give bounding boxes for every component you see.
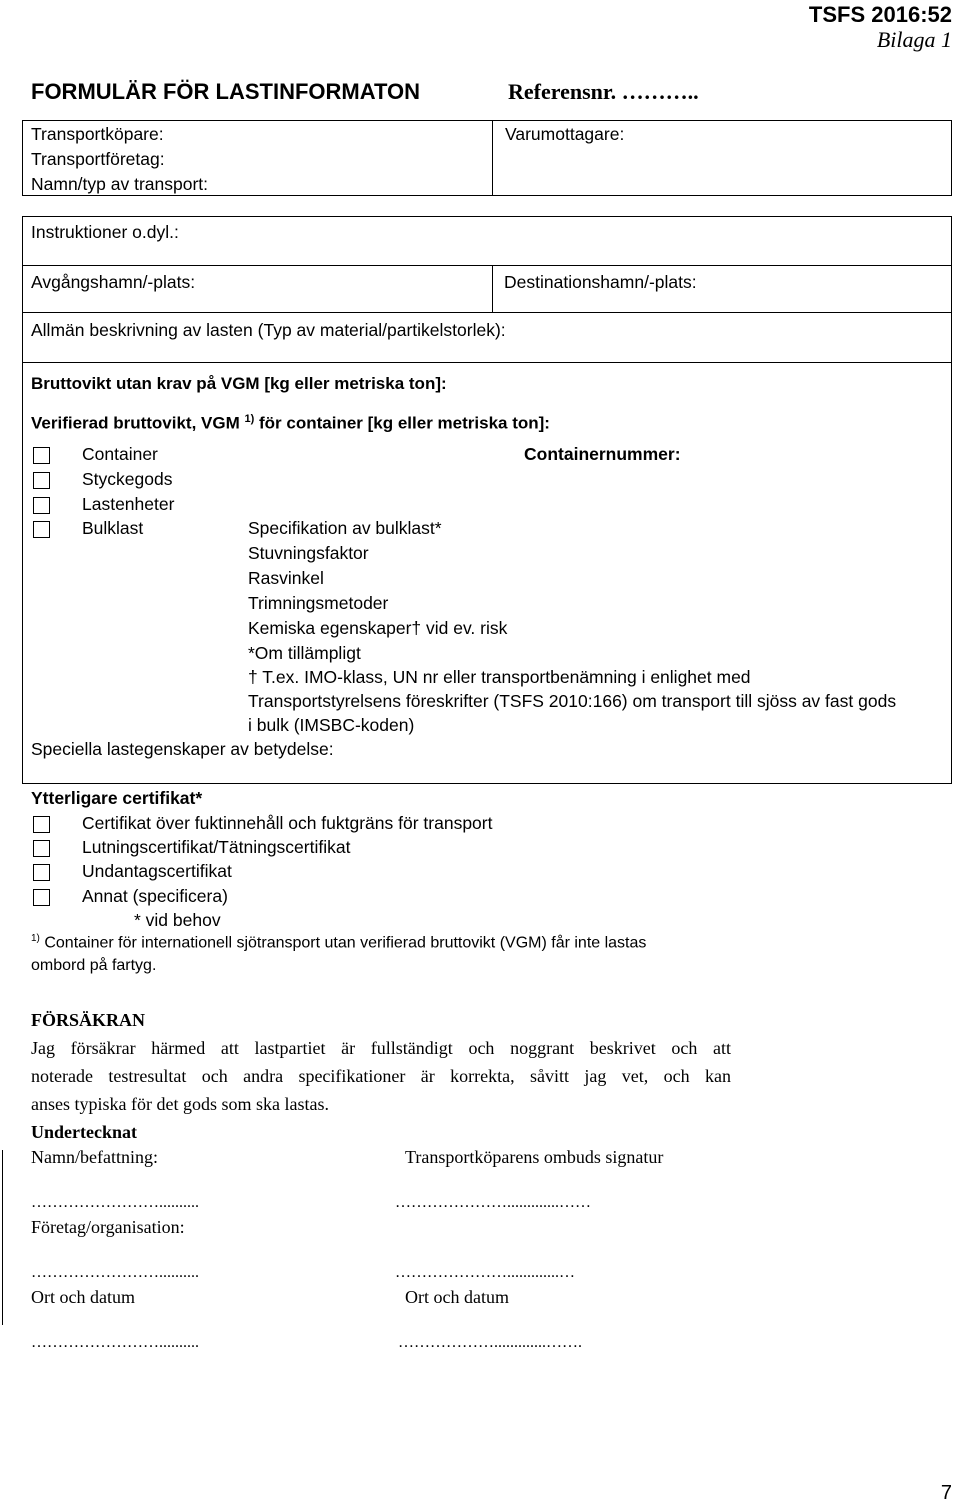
vgm-label: Verifierad bruttovikt, VGM $^{1)}$ för container [kg eller metriska ton]: bbox=[31, 413, 550, 433]
bulk-spec-footnote: † T.ex. IMO-klass, UN nr eller transportbenämning i enlighet med bbox=[248, 667, 751, 687]
declaration-text: anses typiska för det gods som ska lastas. bbox=[31, 1094, 329, 1114]
divider bbox=[22, 312, 952, 313]
destination-label: Destinationshamn/-plats: bbox=[504, 272, 697, 292]
signature-field[interactable]: ………………….............…… bbox=[395, 1194, 591, 1211]
place-date-label: Ort och datum bbox=[31, 1287, 135, 1307]
declaration-text: noterade testresultat och andra specifikationer är korrekta, såvitt jag vet, och kan bbox=[31, 1066, 731, 1086]
bulk-spec-item: Trimningsmetoder bbox=[248, 593, 389, 613]
as-needed-note: * vid behov bbox=[134, 910, 221, 930]
signed-label: Undertecknat bbox=[31, 1122, 137, 1142]
bulk-spec-note: *Om tillämpligt bbox=[248, 643, 361, 663]
special-properties-label: Speciella lastegenskaper av betydelse: bbox=[31, 739, 334, 759]
certificates-heading: Ytterligare certifikat* bbox=[31, 788, 203, 808]
divider bbox=[492, 120, 493, 196]
carrier-label: Transportföretag: bbox=[31, 149, 165, 169]
consignee-label: Varumottagare: bbox=[505, 124, 625, 144]
margin-line bbox=[2, 1150, 3, 1325]
declaration-text: Jag försäkrar härmed att lastpartiet är fullständigt och noggrant beskrivet och att bbox=[31, 1038, 731, 1058]
name-title-label: Namn/befattning: bbox=[31, 1147, 158, 1167]
declaration-heading: FÖRSÄKRAN bbox=[31, 1010, 146, 1030]
place-date-field-right[interactable]: ……………….............……. bbox=[398, 1334, 582, 1351]
transport-label: Namn/typ av transport: bbox=[31, 174, 209, 194]
place-date-field[interactable]: …………………….......... bbox=[31, 1334, 199, 1351]
bulk-spec-item: Kemiska egenskaper† vid ev. risk bbox=[248, 618, 508, 638]
container-checkbox[interactable] bbox=[33, 447, 50, 464]
bulk-spec-heading: Specifikation av bulklast* bbox=[248, 518, 442, 538]
cargo-type-label: Container bbox=[82, 444, 158, 464]
departure-label: Avgångshamn/-plats: bbox=[31, 272, 196, 292]
certificate-label: Annat (specificera) bbox=[82, 886, 228, 906]
appendix-label: Bilaga 1 bbox=[876, 27, 952, 52]
footnote-continued: ombord på fartyg. bbox=[31, 957, 157, 974]
gross-weight-label: Bruttovikt utan krav på VGM [kg eller metriska ton]: bbox=[31, 374, 447, 393]
exemption-certificate-checkbox[interactable] bbox=[33, 864, 50, 881]
certificate-label: Lutningscertifikat/Tätningscertifikat bbox=[82, 837, 351, 857]
shipper-label: Transportköpare: bbox=[31, 124, 164, 144]
general-cargo-checkbox[interactable] bbox=[33, 472, 50, 489]
regulation-code: TSFS 2016:52 bbox=[808, 2, 952, 27]
divider bbox=[22, 265, 952, 266]
cargo-type-label: Bulklast bbox=[82, 518, 144, 538]
bulk-cargo-checkbox[interactable] bbox=[33, 521, 50, 538]
other-certificate-checkbox[interactable] bbox=[33, 889, 50, 906]
bulk-spec-item: Stuvningsfaktor bbox=[248, 543, 369, 563]
certificate-label: Certifikat över fuktinnehåll och fuktgräns för transport bbox=[82, 813, 493, 833]
form-title: FORMULÄR FÖR LASTINFORMATON bbox=[31, 79, 421, 104]
company-field[interactable]: …………………….......... bbox=[31, 1264, 199, 1281]
instructions-label: Instruktioner o.dyl.: bbox=[31, 222, 179, 242]
cargo-type-label: Styckegods bbox=[82, 469, 173, 489]
cargo-description-label: Allmän beskrivning av lasten (Typ av material/partikelstorlek): bbox=[31, 320, 506, 340]
company-field-right[interactable]: ………………….............… bbox=[395, 1264, 575, 1281]
bulk-spec-footnote: i bulk (IMSBC-koden) bbox=[248, 715, 415, 735]
place-date-label-right: Ort och datum bbox=[405, 1287, 509, 1307]
company-label: Företag/organisation: bbox=[31, 1217, 185, 1237]
trimming-certificate-checkbox[interactable] bbox=[33, 840, 50, 857]
agent-signature-label: Transportköparens ombuds signatur bbox=[405, 1147, 664, 1167]
bulk-spec-footnote: Transportstyrelsens föreskrifter (TSFS 2010:166) om transport till sjöss av fast gods bbox=[248, 691, 897, 711]
certificate-label: Undantagscertifikat bbox=[82, 861, 232, 881]
cargo-type-label: Lastenheter bbox=[82, 494, 175, 514]
page-number: 7 bbox=[940, 1482, 952, 1504]
divider bbox=[22, 362, 952, 363]
cargo-units-checkbox[interactable] bbox=[33, 497, 50, 514]
divider bbox=[492, 265, 493, 313]
reference-number: Referensnr. ……….. bbox=[508, 79, 699, 104]
name-title-field[interactable]: …………………….......... bbox=[31, 1194, 199, 1211]
bulk-spec-item: Rasvinkel bbox=[248, 568, 324, 588]
footnote: $^{1)}$ Container för internationell sjötransport utan verifierad bruttovikt (VGM) får inte lastas bbox=[31, 933, 647, 952]
container-number-label: Containernummer: bbox=[524, 444, 681, 464]
moisture-certificate-checkbox[interactable] bbox=[33, 816, 50, 833]
